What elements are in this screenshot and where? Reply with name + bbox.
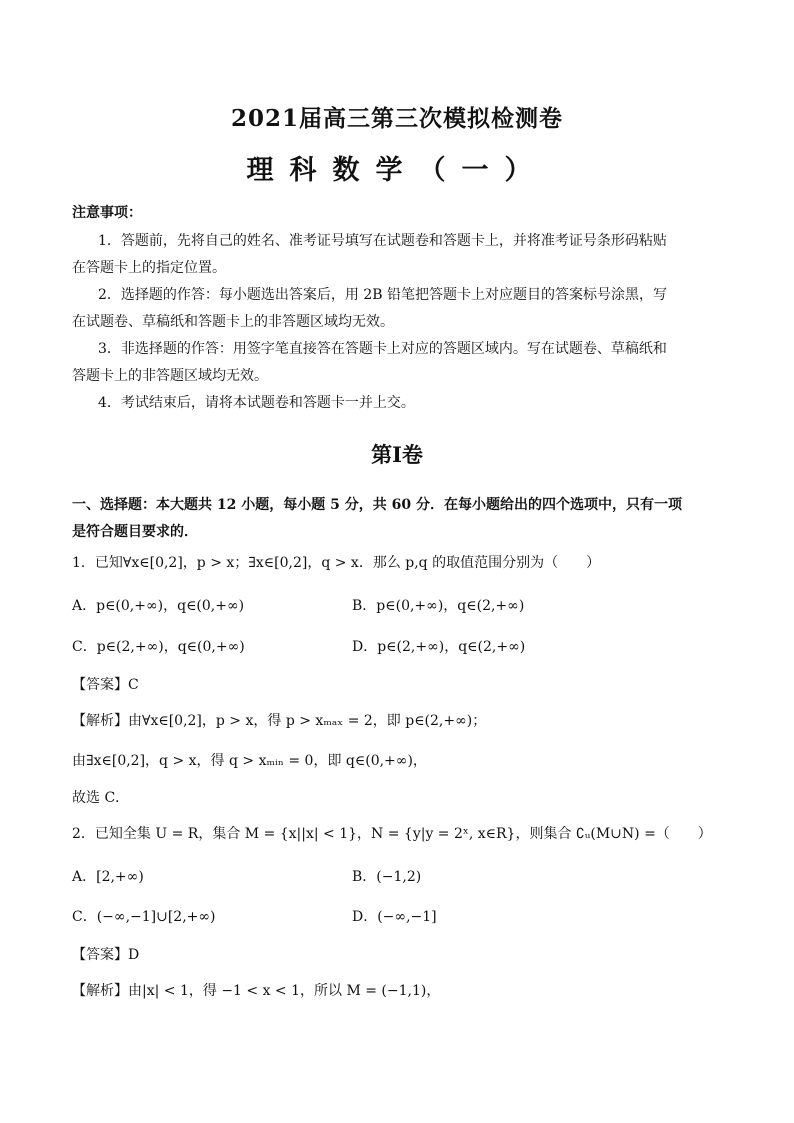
question-2-option-d: D．(−∞,−1] (352, 909, 437, 925)
notice-item-4-line1: 4．考试结束后，请将本试题卷和答题卡一并上交。 (98, 395, 415, 411)
section-title: 第Ⅰ卷 (371, 442, 423, 467)
question-1-option-b: B．p∈(0,+∞)，q∈(2,+∞) (352, 598, 525, 614)
question-1-answer: 【答案】C (72, 677, 139, 693)
notice-item-2-line1: 2．选择题的作答：每小题选出答案后，用 2B 铅笔把答题卡上对应题目的答案标号涂黑，写 (98, 287, 668, 303)
question-1-option-c: C．p∈(2,+∞)，q∈(0,+∞) (72, 639, 245, 655)
exam-subtitle: 理科数学（一） (246, 155, 548, 186)
notice-item-2-line2: 在试题卷、草稿纸和答题卡上的非答题区域均无效。 (72, 314, 394, 330)
question-2-stem: 2．已知全集 U = R，集合 M = {x||x| < 1}，N = {y|y = 2ˣ, x∈R}，则集合 ∁ᵤ(M∪N) =（ ） (72, 826, 712, 842)
notice-item-3-line1: 3．非选择题的作答：用签字笔直接答在答题卡上对应的答题区域内。写在试题卷、草稿纸和 (98, 341, 667, 357)
notice-heading: 注意事项： (72, 205, 142, 221)
question-1-analysis-line3: 故选 C． (72, 790, 130, 806)
question-2-analysis-line1: 【解析】由|x| < 1，得 −1 < x < 1，所以 M = (−1,1)， (72, 983, 441, 999)
question-2-option-b: B．(−1,2) (352, 869, 422, 885)
question-1-analysis-line2: 由∃x∈[0,2]，q > x，得 q > xₘᵢₙ = 0，即 q∈(0,+∞)， (72, 753, 427, 769)
question-1-option-d: D．p∈(2,+∞)，q∈(2,+∞) (352, 639, 526, 655)
question-2-option-a: A．[2,+∞) (72, 869, 144, 885)
notice-item-1-line1: 1．答题前，先将自己的姓名、准考证号填写在试题卷和答题卡上，并将准考证号条形码粘贴 (98, 233, 667, 249)
exam-title: 2021届高三第三次模拟检测卷 (230, 105, 563, 132)
notice-item-1-line2: 在答题卡上的指定位置。 (72, 260, 226, 276)
notice-item-3-line2: 答题卡上的非答题区域均无效。 (72, 368, 268, 384)
question-1-analysis-line1: 【解析】由∀x∈[0,2]，p > x，得 p > xₘₐₓ = 2，即 p∈(2,+∞)； (72, 713, 487, 729)
section-intro-line2: 是符合题目要求的． (72, 524, 198, 540)
question-1-stem: 1．已知∀x∈[0,2]，p > x；∃x∈[0,2]，q > x．那么 p,q 的取值范围分别为（ ） (72, 555, 601, 571)
question-2-answer: 【答案】D (72, 947, 140, 963)
section-intro-line1: 一、选择题：本大题共 12 小题，每小题 5 分，共 60 分．在每小题给出的四个选项中，只有一项 (72, 497, 682, 513)
question-1-option-a: A．p∈(0,+∞)，q∈(0,+∞) (72, 598, 245, 614)
question-2-option-c: C．(−∞,−1]∪[2,+∞) (72, 909, 216, 925)
